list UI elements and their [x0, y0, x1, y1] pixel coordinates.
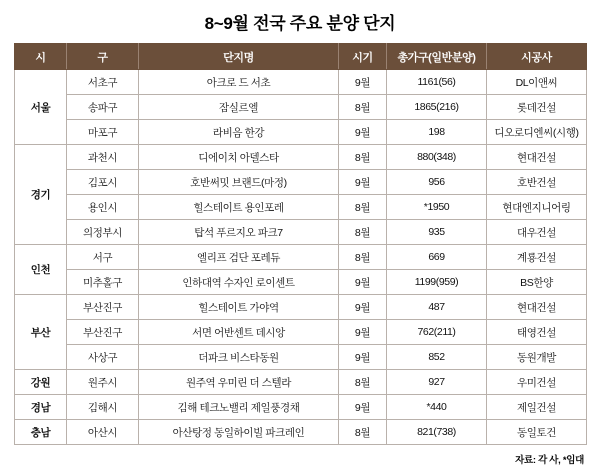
cell-complex-name: 힐스테이트 가야역: [139, 295, 339, 320]
source-note: 자료: 각 사, *임대: [515, 455, 584, 466]
column-header-builder: 시공사: [487, 44, 587, 70]
cell-total-households: 821(738): [387, 420, 487, 445]
cell-schedule: 8월: [339, 145, 387, 170]
table-header: [15, 44, 587, 70]
cell-complex-name: 아산탕정 동일하이빌 파크레인: [139, 420, 339, 445]
table-row: [15, 145, 587, 170]
table-row: [15, 245, 587, 270]
cell-complex-name: 호반써밋 브랜드(마정): [139, 170, 339, 195]
column-header-name: 단지명: [139, 44, 339, 70]
table-row: [15, 70, 587, 95]
cell-district: 원주시: [67, 370, 139, 395]
cell-builder: 롯데건설: [487, 95, 587, 120]
cell-schedule: 9월: [339, 120, 387, 145]
cell-complex-name: 디에이치 아델스타: [139, 145, 339, 170]
cell-region: 인천: [15, 245, 67, 295]
cell-builder: 현대엔지니어링: [487, 195, 587, 220]
cell-complex-name: 서면 어반센트 데시앙: [139, 320, 339, 345]
cell-schedule: 8월: [339, 195, 387, 220]
cell-total-households: 487: [387, 295, 487, 320]
cell-total-households: 1199(959): [387, 270, 487, 295]
cell-district: 부산진구: [67, 295, 139, 320]
cell-total-households: 1865(216): [387, 95, 487, 120]
table-row: [15, 420, 587, 445]
apartment-supply-table: [14, 43, 587, 445]
cell-complex-name: 김해 테크노밸리 제일풍경채: [139, 395, 339, 420]
cell-schedule: 8월: [339, 245, 387, 270]
cell-schedule: 8월: [339, 95, 387, 120]
table-row: [15, 345, 587, 370]
cell-total-households: 669: [387, 245, 487, 270]
cell-builder: 계룡건설: [487, 245, 587, 270]
table-row: [15, 170, 587, 195]
column-header-si: 시: [15, 44, 67, 70]
cell-complex-name: 엘리프 검단 포레듀: [139, 245, 339, 270]
cell-district: 사상구: [67, 345, 139, 370]
cell-schedule: 9월: [339, 170, 387, 195]
cell-builder: 현대건설: [487, 295, 587, 320]
cell-district: 마포구: [67, 120, 139, 145]
cell-complex-name: 인하대역 수자인 로이센트: [139, 270, 339, 295]
cell-total-households: 1161(56): [387, 70, 487, 95]
cell-district: 부산진구: [67, 320, 139, 345]
table-row: [15, 395, 587, 420]
cell-district: 아산시: [67, 420, 139, 445]
cell-district: 송파구: [67, 95, 139, 120]
cell-district: 서구: [67, 245, 139, 270]
cell-total-households: *1950: [387, 195, 487, 220]
table-row: [15, 270, 587, 295]
table-row: [15, 195, 587, 220]
cell-builder: 동일토건: [487, 420, 587, 445]
table-row: [15, 320, 587, 345]
cell-builder: 우미건설: [487, 370, 587, 395]
cell-district: 미추홀구: [67, 270, 139, 295]
column-header-time: 시기: [339, 44, 387, 70]
cell-builder: 대우건설: [487, 220, 587, 245]
cell-complex-name: 탑석 푸르지오 파크7: [139, 220, 339, 245]
cell-region: 경기: [15, 145, 67, 245]
cell-district: 김해시: [67, 395, 139, 420]
table-row: [15, 220, 587, 245]
cell-schedule: 9월: [339, 345, 387, 370]
cell-schedule: 9월: [339, 320, 387, 345]
table-row: [15, 95, 587, 120]
cell-total-households: 927: [387, 370, 487, 395]
cell-schedule: 8월: [339, 370, 387, 395]
cell-schedule: 8월: [339, 420, 387, 445]
cell-builder: 디오로디엔씨(시행): [487, 120, 587, 145]
cell-district: 의정부시: [67, 220, 139, 245]
cell-region: 경남: [15, 395, 67, 420]
cell-builder: 제일건설: [487, 395, 587, 420]
cell-region: 서울: [15, 70, 67, 145]
table-row: [15, 370, 587, 395]
cell-builder: 호반건설: [487, 170, 587, 195]
page-title: 8~9월 전국 주요 분양 단지: [204, 14, 396, 33]
cell-schedule: 9월: [339, 70, 387, 95]
cell-district: 용인시: [67, 195, 139, 220]
cell-builder: 동원개발: [487, 345, 587, 370]
cell-region: 충남: [15, 420, 67, 445]
cell-total-households: 762(211): [387, 320, 487, 345]
cell-region: 부산: [15, 295, 67, 370]
cell-district: 과천시: [67, 145, 139, 170]
table-row: [15, 120, 587, 145]
cell-total-households: 198: [387, 120, 487, 145]
cell-builder: 태영건설: [487, 320, 587, 345]
cell-total-households: *440: [387, 395, 487, 420]
cell-complex-name: 라비음 한강: [139, 120, 339, 145]
cell-schedule: 9월: [339, 270, 387, 295]
cell-complex-name: 잠실르엘: [139, 95, 339, 120]
cell-schedule: 8월: [339, 220, 387, 245]
cell-complex-name: 더파크 비스타동원: [139, 345, 339, 370]
cell-total-households: 935: [387, 220, 487, 245]
cell-complex-name: 힐스테이트 용인포레: [139, 195, 339, 220]
cell-builder: DL이앤씨: [487, 70, 587, 95]
header-row: [15, 44, 587, 70]
cell-complex-name: 아크로 드 서초: [139, 70, 339, 95]
cell-builder: BS한양: [487, 270, 587, 295]
cell-schedule: 9월: [339, 295, 387, 320]
cell-complex-name: 원주역 우미린 더 스텔라: [139, 370, 339, 395]
cell-schedule: 9월: [339, 395, 387, 420]
cell-total-households: 880(348): [387, 145, 487, 170]
cell-builder: 현대건설: [487, 145, 587, 170]
column-header-gu: 구: [67, 44, 139, 70]
cell-region: 강원: [15, 370, 67, 395]
cell-district: 김포시: [67, 170, 139, 195]
column-header-total: 총가구(일반분양): [387, 44, 487, 70]
cell-district: 서초구: [67, 70, 139, 95]
table-row: [15, 295, 587, 320]
cell-total-households: 852: [387, 345, 487, 370]
table-body: [15, 70, 587, 445]
cell-total-households: 956: [387, 170, 487, 195]
